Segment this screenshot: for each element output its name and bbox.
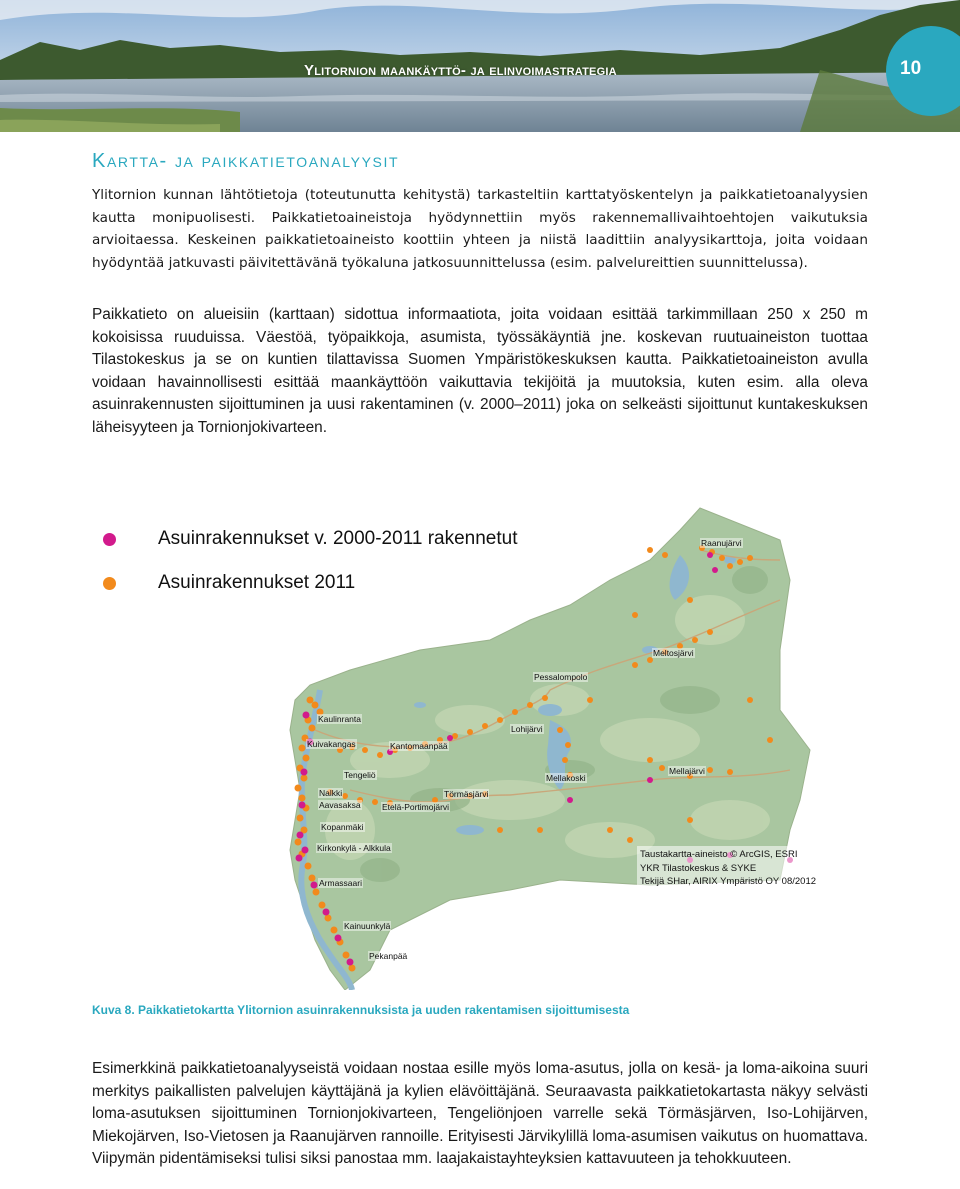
- legend-label: Asuinrakennukset v. 2000-2011 rakennetut: [158, 528, 518, 549]
- place-label: Kopanmäki: [321, 822, 364, 832]
- credit-line: YKR Tilastokeskus & SYKE: [640, 862, 757, 874]
- place-label: Tengeliö: [344, 770, 376, 780]
- place-label: Kirkonkylä - Alkkula: [317, 843, 391, 853]
- place-label: Meltosjärvi: [653, 648, 694, 658]
- place-label: Aavasaksa: [319, 800, 361, 810]
- credit-line: Tekijä SHar, AIRIX Ympäristö OY 08/2012: [640, 876, 817, 887]
- place-label: Mellakoski: [546, 773, 586, 783]
- place-label: Kaulinranta: [318, 714, 362, 724]
- section-heading: Kartta- ja paikkatietoanalyysit: [92, 150, 400, 172]
- magenta-dot-icon: [103, 533, 116, 546]
- place-label: Etelä-Portimojärvi: [382, 802, 450, 812]
- paragraph-paikkatieto: Paikkatieto on alueisiin (karttaan) sidottua informaatiota, joita voidaan esittää tarkimmillaan 250 x 250 m kokoisissa ruuduissa. Väestöä, työpaikkoja, asumista, työssäkäyntiä jne. koskevan ruutuaineiston tuottaa Tilastokeskus ja se on kuntien tilattavissa Suomen Ympäristökeskuksen kautta. Paikkatietoaineiston avulla voidaan havainnollisesti esittää maankäyttöön vaikuttavia tekijöitä ja muutoksia, kuten esim. alla oleva asuinrakennusten sijoittuminen ja uusi rakentaminen (v. 2000–2011) joka on selkeästi sijoittunut kuntakeskuksen läheisyyteen ja Tornionjokivarteen.: [92, 306, 868, 436]
- place-label: Kuivakangas: [307, 739, 356, 749]
- legend-item-buildings-2011: [103, 572, 355, 594]
- place-label: Törmäsjärvi: [444, 789, 489, 799]
- place-label: Raanujärvi: [701, 538, 742, 548]
- place-label: Pessalompolo: [534, 672, 588, 682]
- place-label: Armassaari: [319, 878, 362, 888]
- place-label: Kainuunkylä: [344, 921, 391, 931]
- figure-caption: Kuva 8. Paikkatietokartta Ylitornion asuinrakennuksista ja uuden rakentamisen sijoittumisesta: [92, 1003, 630, 1017]
- page-number: 10: [900, 58, 922, 79]
- place-label: Pekanpää: [369, 951, 408, 961]
- map-credits: [637, 846, 823, 892]
- credit-line: Taustakartta-aineisto © ArcGIS, ESRI: [640, 849, 798, 860]
- place-label: Nalkki: [319, 788, 343, 798]
- legend-label: Asuinrakennukset 2011: [158, 572, 356, 593]
- place-label: Kantomaanpää: [390, 741, 448, 751]
- orange-dot-icon: [103, 577, 116, 590]
- paragraph-intro: Ylitornion kunnan lähtötietoja (toteutunutta kehitystä) tarkasteltiin karttatyöskentelyn ja paikkatietoanalyysien kautta monipuolisesti. Paikkatietoaineistoja hyödynnettiin myös rakennemallivaihtoehtojen vaikutuksia arvioitaessa. Keskeinen paikkatietoaineisto koottiin yhteen ja niistä laadittiin analyysikarttoja, joita voidaan hyödyntää jatkuvasti päivitettävänä työkaluna jatkosuunnittelussa (esim. palvelureittien suunnittelussa).: [92, 187, 868, 271]
- place-label: Mellajärvi: [669, 766, 705, 776]
- paragraph-loma-asutus: Esimerkkinä paikkatietoanalyyseistä voidaan nostaa esille myös loma-asutus, jolla on kesä- ja loma-aikoina suuri merkitys paikallisten palvelujen käyttäjänä ja kylien elävöittäjänä. Seuraavasta paikkatietokartasta näkyy selvästi loma-asutuksen sijoittuminen Tornionjokivarteen, Tengeliönjoen varrelle sekä Törmäsjärven, Iso-Lohijärven, Miekojärven, Iso-Vietosen ja Raanujärven rannoille. Erityisesti Järvikylillä loma-asumisen vaikutus on huomattava. Viipymän pidentämiseksi tulisi siksi panostaa mm. laajakaistayhteyksien kattavuuteen ja tehokkuuteen.: [92, 1060, 868, 1168]
- place-label: Lohijärvi: [511, 724, 543, 734]
- document-title: Ylitornion maankäyttö- ja elinvoimastrategia: [304, 62, 617, 79]
- legend-item-new-buildings: [103, 528, 517, 550]
